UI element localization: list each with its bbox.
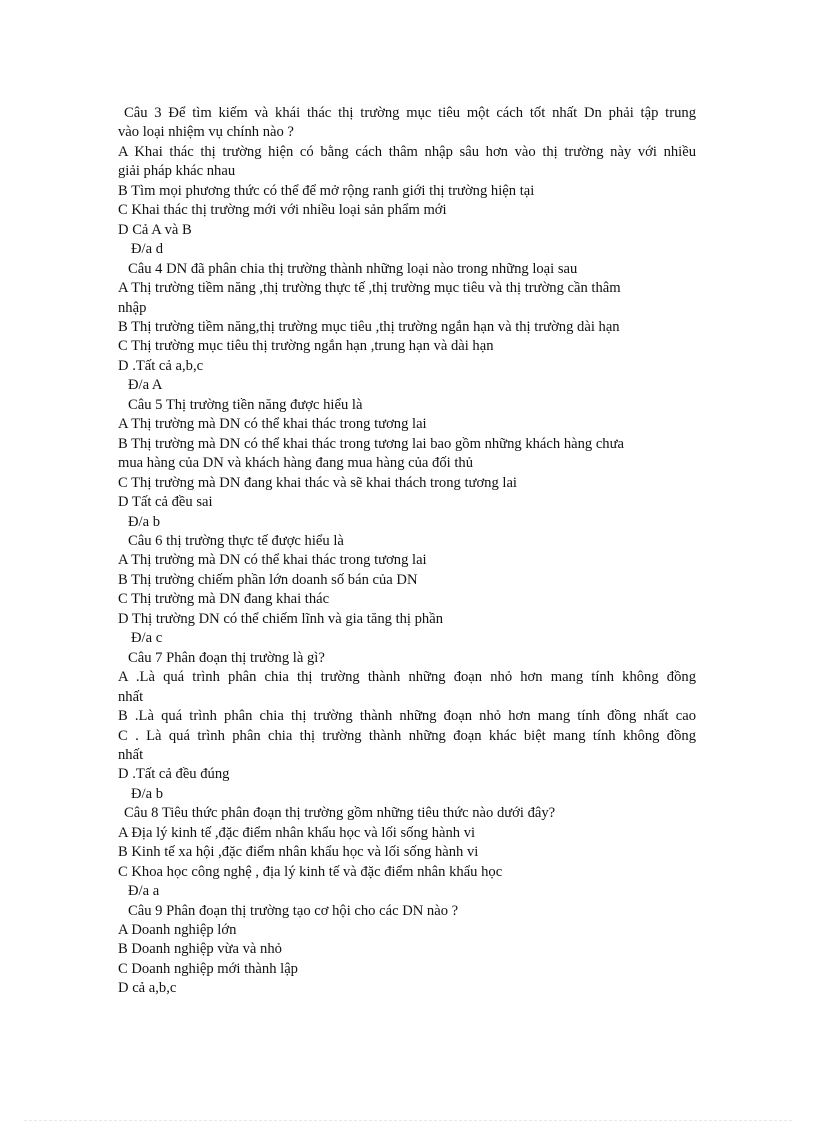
text-line: C Khoa học công nghệ , địa lý kinh tế và đặc điểm nhân khẩu học (118, 863, 503, 880)
text-line: Câu 5 Thị trường tiền năng được hiểu là (128, 396, 363, 413)
text-line: A Địa lý kinh tế ,đặc điểm nhân khẩu học và lối sống hành vi (118, 824, 476, 841)
text-line: C Thị trường mà DN đang khai thác và sẽ khai thách trong tương lai (118, 474, 517, 491)
text-line: D Cả A và B (118, 221, 192, 238)
text-line: D Thị trường DN có thể chiếm lĩnh và gia tăng thị phần (118, 610, 444, 627)
text-line: B Tìm mọi phương thức có thể để mở rộng ranh giới thị trường hiện tại (118, 182, 535, 199)
text-line: B Thị trường tiềm năng,thị trường mục tiêu ,thị trường ngắn hạn và thị trường dài hạn (118, 318, 620, 335)
text-line: A .Là quá trình phân chia thị trường thành những đoạn nhỏ hơn mang tính không đồng (118, 669, 696, 686)
document-body (118, 104, 696, 999)
text-line: mua hàng của DN và khách hàng đang mua hàng của đối thủ (118, 455, 474, 472)
text-line: Câu 3 Để tìm kiếm và khái thác thị trường mục tiêu một cách tốt nhất Dn phải tập trung (124, 105, 696, 121)
text-line: A Thị trường mà DN có thể khai thác trong tương lai (118, 552, 427, 569)
text-line: D .Tất cả đều đúng (118, 766, 230, 783)
text-line: nhập (118, 299, 147, 316)
text-line: Câu 8 Tiêu thức phân đoạn thị trường gồm những tiêu thức nào dưới đây? (124, 805, 556, 822)
text-line: B Thị trường chiếm phần lớn doanh số bán của DN (118, 571, 418, 588)
text-line: Câu 4 DN đã phân chia thị trường thành những loại nào trong những loại sau (128, 260, 578, 277)
text-line: Đ/a A (128, 377, 163, 394)
text-line: C . Là quá trình phân chia thị trường thành những đoạn khác biệt mang tính không đồng (118, 727, 696, 744)
text-line: B Thị trường mà DN có thể khai thác trong tương lai bao gồm những khách hàng chưa (118, 435, 624, 452)
text-line: B Kinh tế xa hội ,đặc điểm nhân khẩu học và lối sống hành vi (118, 844, 479, 861)
text-line: D cả a,b,c (118, 980, 177, 997)
text-line: D .Tất cả a,b,c (118, 357, 204, 374)
text-line: C Doanh nghiệp mới thành lập (118, 960, 298, 977)
text-line: A Thị trường tiềm năng ,thị trường thực tế ,thị trường mục tiêu và thị trường cần thâm (118, 280, 621, 297)
text-line: C Khai thác thị trường mới với nhiều loại sản phẩm mới (118, 202, 447, 219)
text-line: Đ/a b (128, 513, 161, 530)
page-bottom-rule (24, 1120, 792, 1121)
text-line: giải pháp khác nhau (118, 163, 236, 180)
text-line: C Thị trường mục tiêu thị trường ngắn hạn ,trung hạn và dài hạn (118, 338, 494, 355)
text-line: vào loại nhiệm vụ chính nào ? (118, 124, 294, 141)
text-line: B Doanh nghiệp vừa và nhỏ (118, 941, 282, 958)
text-line: B .Là quá trình phân chia thị trường thành những đoạn nhỏ hơn mang tính đồng nhất cao (118, 708, 696, 725)
text-line: Đ/a c (131, 630, 163, 647)
text-line: Đ/a d (131, 241, 164, 258)
text-line: nhất (118, 688, 144, 705)
text-line: Câu 9 Phân đoạn thị trường tạo cơ hội cho các DN nào ? (128, 902, 459, 919)
text-line: Câu 6 thị trường thực tế được hiểu là (128, 532, 344, 549)
text-line: nhất (118, 746, 144, 763)
text-line: Đ/a a (128, 883, 160, 900)
text-line: A Thị trường mà DN có thể khai thác trong tương lai (118, 416, 427, 433)
text-line: Câu 7 Phân đoạn thị trường là gì? (128, 649, 325, 666)
text-line: Đ/a b (131, 785, 164, 802)
text-line: D Tất cả đều sai (118, 494, 213, 511)
text-line: A Doanh nghiệp lớn (118, 922, 237, 939)
text-line: A Khai thác thị trường hiện có bằng cách thâm nhập sâu hơn vào thị trường này với nhiều (118, 143, 696, 160)
text-line: C Thị trường mà DN đang khai thác (118, 591, 330, 608)
